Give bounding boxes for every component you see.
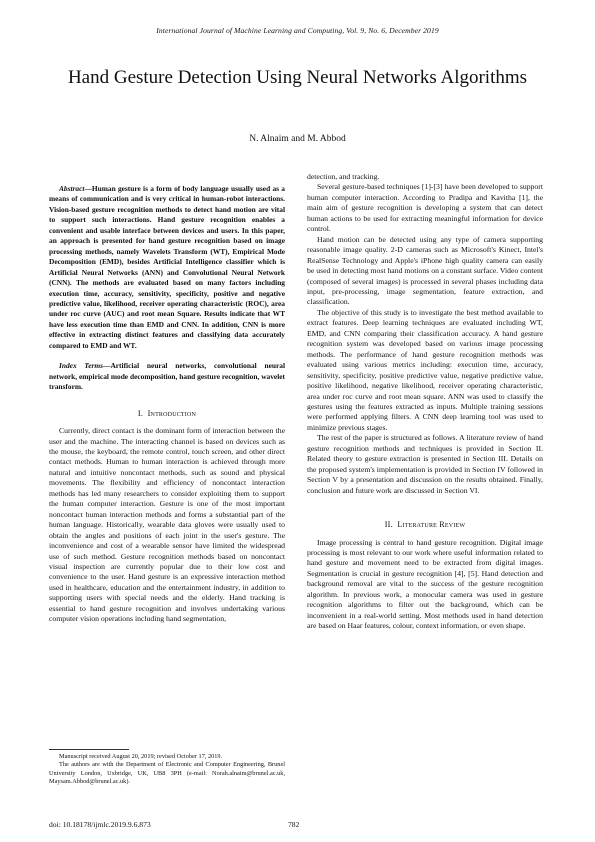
intro-paragraph-4: The objective of this study is to investigate the best method available to extract features. Deep learning techniques are evaluated including WT, EMD, and CNN comparing their classification accuracy. A hand gesture recognition system was developed based on various image processing methods. The performance of hand gesture recognition methods was evaluated using various metrics including: execution time, accuracy, sensitivity, specificity, positive predictive value, negative predictive value, positive likelihood, negative likelihood, receiver operating characteristic, area under roc curve and root mean square. ANN was used to classify the gestures using the features extracted as inputs. Multiple training sessions were performed applying filters. A CNN deep learning tool was used to minimize previous stages. bbox=[307, 307, 543, 432]
footnotes bbox=[49, 753, 285, 787]
abstract-label: Abstract bbox=[59, 184, 85, 193]
abstract-text: —Human gesture is a form of body language usually used as a means of communication and is very critical in human-robot interactions. Vision-based gesture recognition methods to detect hand motion are vital to support such interactions. Hand gesture recognition enables a convenient and usable interface between devices and users. In this paper, an approach is presented for hand gesture recognition based on image processing methods, namely Wavelets Transform (WT), Empirical Mode Decomposition (EMD), besides Artificial Intelligence classifier which is Artificial Neural Networks (ANN) and Convolutional Neural Network (CNN). The methods are evaluated based on many factors including execution time, accuracy, sensitivity, specificity, positive and negative predictive value, likelihood, receiver operating characteristic (ROC), area under roc curve (AUC) and root mean Square. Results indicate that WT have less execution time than EMD and CNN. In addition, CNN is more effective in extracting distinct features and classifying data accurately compared to EMD and WT. bbox=[49, 184, 285, 350]
intro-paragraph-3: Hand motion can be detected using any type of camera supporting reasonable image quality. 2-D cameras such as Microsoft's Kinect, Intel's RealSense Technology and Apple's iPhone high quality camera can easily be used in detecting most hand motions on a constant surface. Video content (composed of several images) is processed in several phases including data input, pre-processing, image segmentation, feature extraction, and classification. bbox=[307, 234, 543, 307]
section-numeral: II. bbox=[384, 520, 393, 530]
index-terms-text: —Artificial neural networks, convolutional neural network, empirical mode decomposition, hand gesture recognition, wavelet transform. bbox=[49, 361, 285, 392]
lit-paragraph-1: Image processing is central to hand gesture recognition. Digital image processing is most relevant to our work where useful information related to hand gesture and movement need to be extracted from digital images. Segmentation is crucial in gesture recognition [4], [5]. Hand detection and background removal are vital to the success of the gesture recognition algorithm. In previous work, a monocular camera was used in gesture recognition algorithms to filter out the background, which can be inconvenient in a real-world setting. Most methods used in hand detection are based on Haar features, colour, context information, or even shape. bbox=[307, 537, 543, 631]
journal-header: International Journal of Machine Learning and Computing, Vol. 9, No. 6, December 2019 bbox=[156, 26, 439, 35]
section-title: Literature Review bbox=[397, 520, 466, 530]
doi: doi: 10.18178/ijmlc.2019.9.6.873 bbox=[49, 820, 151, 829]
footnote-received: Manuscript received August 20, 2019; revised October 17, 2019. bbox=[59, 753, 223, 760]
index-terms-label: Index Terms bbox=[59, 361, 104, 371]
intro-paragraph-5: The rest of the paper is structured as follows. A literature review of hand gesture recognition methods and techniques is provided in Section II. Related theory to gesture extraction is presented in Section III. Details on the proposed system's implementation is provided in Section IV followed in Section V by a presentation and discussion on the results obtained. Finally, conclusion and future work are discussed in Section VI. bbox=[307, 433, 543, 495]
authors: N. Alnaim and M. Abbod bbox=[249, 134, 346, 144]
abstract bbox=[49, 184, 285, 351]
right-column bbox=[307, 172, 543, 632]
index-terms bbox=[49, 361, 285, 392]
section-heading-introduction bbox=[49, 409, 285, 419]
intro-paragraph-1: Currently, direct contact is the dominant form of interaction between the user and the machine. The interacting channel is based on devices such as the mouse, the keyboard, the remote control, touch screen, and other direct contact methods. Human to human interaction is achieved through more natural and intuitive noncontact methods, such as sound and physical movements. The flexibility and efficiency of noncontact interaction methods has led many researchers to consider exploiting them to support the human computer interaction. Gesture is one of the most important noncontact human interaction methods and forms a substantial part of the human language. Historically, wearable data gloves were usually used to obtain the angles and positions of each joint in the user's gesture. The inconvenience and cost of a wearable sensor have limited the widespread use of such method. Gesture recognition methods based on noncontact visual inspection are currently popular due to their low cost and convenience to the user. Hand gesture is an expressive interaction method used in healthcare, education and the entertainment industry, in addition to supporting users with special needs and the elderly. Hand tracking is essential to hand gesture recognition and involves undertaking various computer vision operations including hand segmentation, bbox=[49, 426, 285, 624]
footnote-divider bbox=[49, 749, 129, 750]
page-number: 782 bbox=[288, 820, 300, 829]
left-column bbox=[49, 184, 285, 625]
intro-paragraph-1-continued: detection, and tracking. bbox=[307, 172, 380, 181]
section-title: Introduction bbox=[147, 408, 197, 418]
intro-paragraph-2: Several gesture-based techniques [1]-[3] have been developed to support human computer interaction. According to Pradipa and Kavitha [1], the main aim of gesture recognition is developing a system that can detect human actions to be used for extracting meaningful information for device control. bbox=[307, 182, 543, 234]
footnote-affiliation: The authors are with the Department of Electronic and Computer Engineering, Brunel University London, Uxbridge, UK, UB8 3PH (e-mail: Norah.alnaim@brunel.ac.uk, Maysam.Abbod@brunel.ac.uk). bbox=[49, 761, 285, 786]
paper-title: Hand Gesture Detection Using Neural Networks Algorithms bbox=[67, 67, 528, 88]
section-numeral: I. bbox=[137, 408, 144, 418]
section-heading-literature-review bbox=[307, 520, 543, 530]
